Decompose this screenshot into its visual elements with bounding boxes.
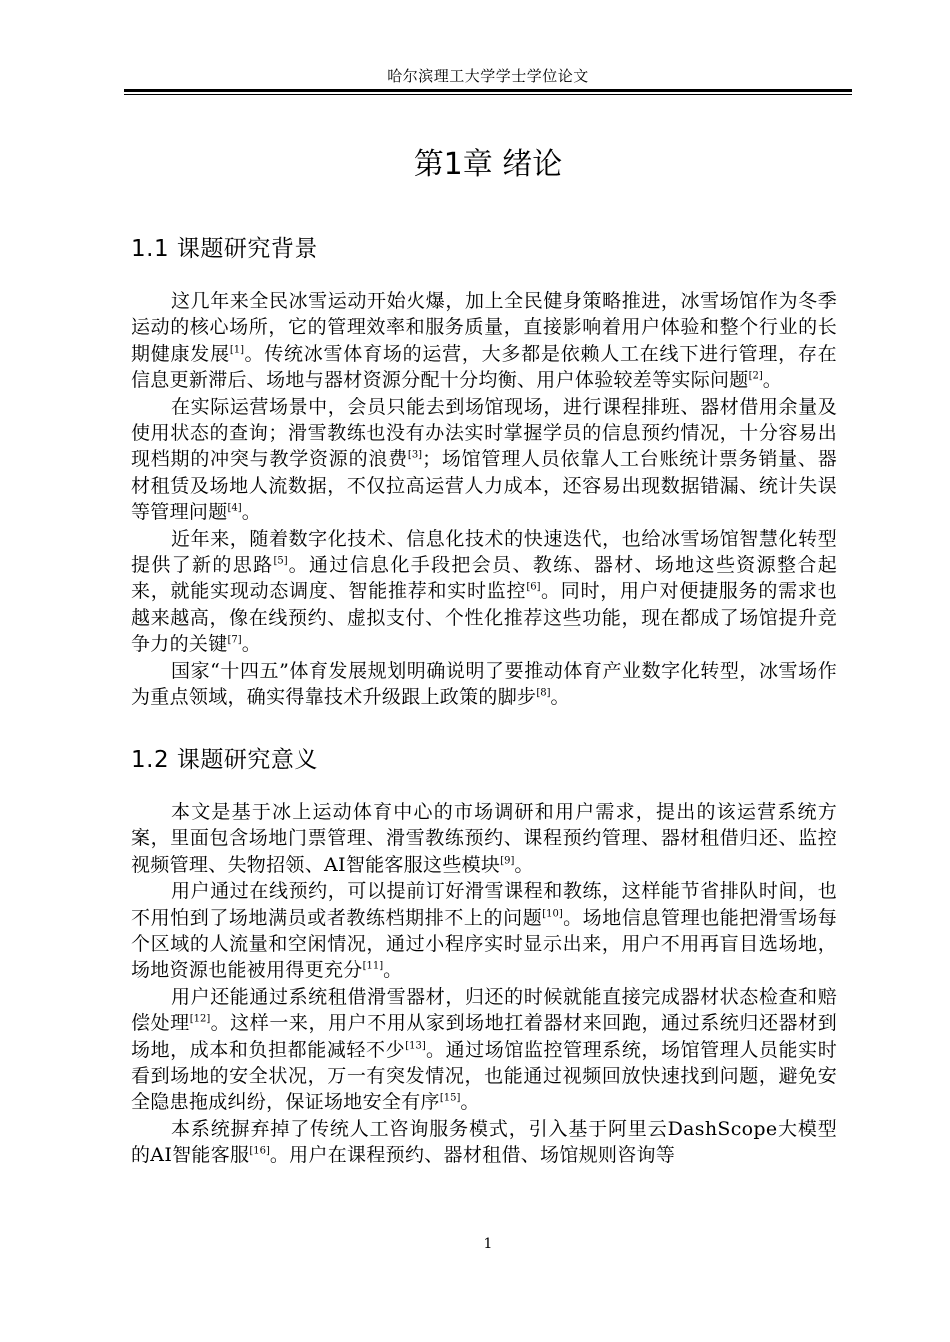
- citation-superscript: [3]: [407, 450, 423, 462]
- citation-superscript: [9]: [500, 855, 515, 867]
- header-rule: [124, 89, 852, 92]
- paragraph-text: 本系统摒弃掉了传统人工咨询服务模式，引入基于阿里云DashScope大模型的AI智能客服: [131, 1117, 837, 1167]
- paragraph-text: 用户还能通过系统租借滑雪器材，归还的时候就能直接完成器材状态检查和赔偿处理: [131, 985, 837, 1035]
- citation-superscript: [15]: [439, 1093, 461, 1105]
- paragraph-text: 。这样一来，用户不用从家到场地扛着器材来回跑，通过系统归还器材到场地，成本和负担都能减轻不少: [131, 1012, 837, 1061]
- paragraph-text: 。通过信息化手段把会员、教练、器材、场地这些资源整合起来，就能实现动态调度、智能推荐和实时监控: [131, 554, 837, 603]
- paragraph-text: 。: [241, 633, 261, 656]
- section-body-1-1: [131, 288, 837, 711]
- paragraph-text: 近年来，随着数字化技术、信息化技术的快速迭代，也给冰雪场馆智慧化转型提供了新的思路: [131, 527, 837, 577]
- body-paragraph: [131, 394, 837, 526]
- paragraph-text: 。: [514, 853, 534, 876]
- chapter-title: 第1章 绪论: [413, 147, 563, 182]
- header-rule-thin: [124, 94, 852, 95]
- paragraph-text: ；场馆管理人员依靠人工台账统计票务销量、器材租赁及场地人流数据，不仅拉高运营人力成本，还容易出现数据错漏、统计失误等管理问题: [131, 448, 837, 524]
- citation-superscript: [2]: [748, 370, 763, 382]
- section-heading-1-2: 1.2 课题研究意义: [131, 747, 318, 773]
- body-paragraph: [131, 1116, 837, 1169]
- citation-superscript: [7]: [227, 634, 242, 646]
- body-paragraph: [131, 658, 837, 711]
- paragraph-text: 用户通过在线预约，可以提前订好滑雪课程和教练，这样能节省排队时间，也不用怕到了场地满员或者教练档期排不上的问题: [131, 880, 837, 929]
- citation-superscript: [13]: [405, 1040, 426, 1052]
- body-paragraph: [131, 984, 837, 1116]
- running-header: 哈尔滨理工大学学士学位论文: [387, 67, 589, 85]
- paragraph-text: 。: [383, 959, 403, 982]
- paragraph-text: 。: [762, 369, 783, 392]
- body-paragraph: [131, 526, 837, 658]
- paragraph-text: 在实际运营场景中，会员只能去到场馆现场，进行课程排班、器材借用余量及使用状态的查询；滑雪教练也没有办法实时掌握学员的信息预约情况，十分容易出现档期的冲突与教学资源的浪费: [131, 395, 837, 471]
- paragraph-text: 。传统冰雪体育场的运营，大多都是依赖人工在线下进行管理，存在信息更新滞后、场地与器材资源分配十分均衡、用户体验较差等实际问题: [131, 342, 837, 392]
- section-body-1-2: [131, 799, 837, 1169]
- paragraph-text: 。: [241, 501, 261, 524]
- paragraph-text: 。: [550, 686, 570, 709]
- paragraph-text: 。同时，用户对便捷服务的需求也越来越高，像在线预约、虚拟支付、个性化推荐这些功能，现在都成了场馆提升竞争力的关键: [131, 580, 837, 656]
- citation-superscript: [5]: [273, 555, 288, 567]
- paragraph-text: 。场地信息管理也能把滑雪场每个区域的人流量和空闲情况，通过小程序实时显示出来，用户不用再盲目选场地，场地资源也能被用得更充分: [131, 906, 837, 982]
- paragraph-text: 。用户在课程预约、器材租借、场馆规则咨询等: [269, 1144, 676, 1167]
- section-heading-1-1: 1.1 课题研究背景: [131, 236, 318, 262]
- paragraph-text: 。通过场馆监控管理系统，场馆管理人员能实时看到场地的安全状况，万一有突发情况，也能通过视频回放快速找到问题，避免安全隐患拖成纠纷，保证场地安全有序: [131, 1038, 837, 1114]
- page-number: 1: [483, 1236, 493, 1252]
- citation-superscript: [16]: [249, 1145, 270, 1157]
- paragraph-text: 本文是基于冰上运动体育中心的市场调研和用户需求，提出的该运营系统方案，里面包含场地门票管理、滑雪教练预约、课程预约管理、器材租借归还、监控视频管理、失物招领、AI智能客服这些模块: [131, 801, 837, 876]
- body-paragraph: [131, 878, 837, 984]
- citation-superscript: [8]: [536, 687, 551, 699]
- paragraph-text: 。: [460, 1091, 480, 1114]
- paragraph-text: 国家“十四五”体育发展规划明确说明了要推动体育产业数字化转型，冰雪场作为重点领域，确实得靠技术升级跟上政策的脚步: [131, 659, 837, 709]
- citation-superscript: [12]: [189, 1013, 211, 1025]
- body-paragraph: [131, 799, 837, 878]
- body-paragraph: [131, 288, 837, 394]
- citation-superscript: [4]: [227, 502, 242, 514]
- citation-superscript: [1]: [229, 344, 245, 356]
- citation-superscript: [10]: [542, 908, 563, 920]
- paragraph-text: 这几年来全民冰雪运动开始火爆，加上全民健身策略推进，冰雪场馆作为冬季运动的核心场所，它的管理效率和服务质量，直接影响着用户体验和整个行业的长期健康发展: [131, 290, 837, 365]
- citation-superscript: [6]: [526, 582, 541, 594]
- citation-superscript: [11]: [362, 961, 384, 973]
